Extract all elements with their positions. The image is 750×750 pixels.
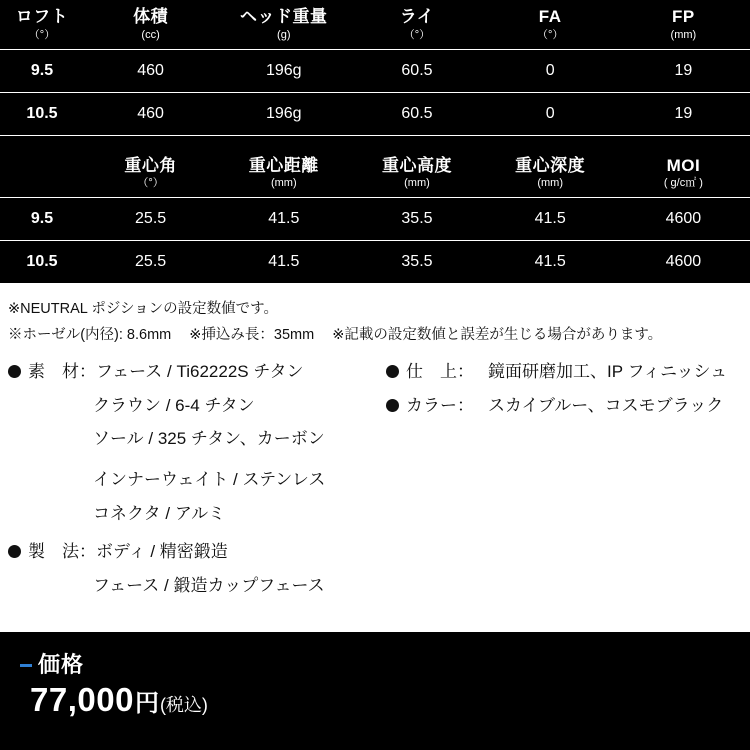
header-cell-cg-distance — [217, 149, 350, 198]
header-unit: (mm) — [537, 177, 563, 190]
header-label: 重心高度 — [381, 155, 452, 175]
material-row-manufacturing — [8, 540, 386, 565]
materials-column-left — [8, 360, 386, 607]
cell-fp: 19 — [617, 92, 750, 135]
material-sub-crown: クラウン / 6-4 チタン — [93, 395, 255, 415]
material-label: 製 法 — [28, 542, 79, 562]
cell-fa: 0 — [484, 49, 617, 92]
price-amount-row — [0, 681, 750, 719]
header-label: FA — [538, 7, 562, 26]
header-unit: （°） — [403, 28, 431, 41]
cell-volume: 460 — [84, 49, 217, 92]
bullet-icon — [386, 365, 399, 378]
cell-cg-distance: 41.5 — [217, 241, 350, 284]
table-row — [0, 49, 750, 92]
material-separator: ： — [457, 395, 474, 415]
cell-lie: 60.5 — [350, 92, 483, 135]
header-unit: (g) — [277, 28, 291, 41]
header-label: FP — [672, 7, 695, 26]
spec-table-primary — [0, 0, 750, 149]
material-value: 鏡面研磨加工、IP フィニッシュ — [488, 362, 728, 382]
cell-moi: 4600 — [617, 198, 750, 241]
bullet-icon — [8, 365, 21, 378]
cell-fp: 19 — [617, 49, 750, 92]
bullet-icon — [8, 545, 21, 558]
table-row — [0, 92, 750, 135]
header-unit: （°） — [536, 28, 564, 41]
header-unit: (cc) — [141, 28, 160, 41]
header-label: 重心距離 — [248, 155, 319, 175]
material-value: フェース / Ti62222S チタン — [96, 362, 304, 382]
header-cell-fp — [617, 0, 750, 49]
cell-loft: 9.5 — [0, 198, 84, 241]
cell-head-weight: 196g — [217, 49, 350, 92]
table-header-row — [0, 149, 750, 198]
material-label: カラー — [406, 395, 457, 415]
material-separator: ： — [457, 362, 474, 382]
material-row-material — [8, 360, 386, 385]
accent-dash-icon — [20, 664, 32, 667]
material-value: スカイブルー、コスモブラック — [488, 395, 724, 415]
cell-cg-depth: 41.5 — [484, 198, 617, 241]
cell-loft: 10.5 — [0, 92, 84, 135]
material-sub-face-forged: フェース / 鍛造カップフェース — [93, 575, 325, 595]
cell-lie: 60.5 — [350, 49, 483, 92]
header-label: 体積 — [133, 7, 169, 26]
header-label: ロフト — [15, 7, 69, 26]
header-cell-volume — [84, 0, 217, 49]
material-row-color — [386, 394, 746, 419]
material-label: 素 材 — [28, 362, 79, 382]
price-label-row — [0, 632, 750, 679]
header-label: 重心角 — [124, 155, 177, 175]
price-label: 価格 — [38, 652, 85, 677]
note-line-2 — [8, 323, 742, 348]
materials-section — [0, 350, 750, 607]
header-cell-cg-angle — [84, 149, 217, 198]
header-unit: (mm) — [404, 177, 430, 190]
price-currency: 円 — [134, 690, 159, 717]
header-label: ライ — [399, 7, 435, 26]
notes-section — [0, 283, 750, 350]
header-cell-lie — [350, 0, 483, 49]
cell-volume: 460 — [84, 92, 217, 135]
header-cell-loft — [0, 0, 84, 49]
cell-loft: 9.5 — [0, 49, 84, 92]
cell-loft: 10.5 — [0, 241, 84, 284]
header-cell-blank — [0, 149, 84, 198]
header-label: 重心深度 — [515, 155, 586, 175]
note-line-1: ※NEUTRAL ポジションの設定数値です。 — [8, 301, 279, 318]
price-bar — [0, 632, 750, 750]
header-cell-fa — [484, 0, 617, 49]
note-hosel: ※ホーゼル(内径): 8.6mm — [8, 326, 172, 343]
cell-fa: 0 — [484, 92, 617, 135]
header-cell-cg-depth — [484, 149, 617, 198]
cell-cg-height: 35.5 — [350, 198, 483, 241]
note-insert-length: ※挿込み長：35mm — [189, 326, 315, 343]
header-unit: （°） — [137, 177, 164, 190]
table-row — [0, 241, 750, 284]
header-label: MOI — [666, 155, 701, 175]
materials-column-right — [386, 360, 746, 607]
header-unit: (mm) — [270, 177, 297, 190]
material-row-finish — [386, 360, 746, 385]
cell-cg-distance: 41.5 — [217, 198, 350, 241]
cell-cg-height: 35.5 — [350, 241, 483, 284]
header-cell-head-weight — [217, 0, 350, 49]
material-separator: ： — [79, 362, 96, 382]
bullet-icon — [386, 399, 399, 412]
price-number: 77,000 — [30, 681, 134, 718]
material-separator: ： — [79, 542, 96, 562]
cell-cg-depth: 41.5 — [484, 241, 617, 284]
header-cell-moi — [617, 149, 750, 198]
header-unit: ( g/c㎡ ) — [663, 177, 703, 190]
material-sub-sole: ソール / 325 チタン、カーボン — [93, 429, 325, 449]
material-value: ボディ / 精密鍛造 — [96, 542, 228, 562]
material-sub-inner-weight: インナーウェイト / ステンレス — [93, 469, 326, 489]
cell-head-weight: 196g — [217, 92, 350, 135]
note-tolerance: ※記載の設定数値と誤差が生じる場合があります。 — [332, 326, 663, 343]
header-unit: （°） — [28, 28, 56, 41]
cell-cg-angle: 25.5 — [84, 198, 217, 241]
spec-table-secondary — [0, 149, 750, 284]
header-label: ヘッド重量 — [240, 7, 328, 26]
cell-cg-angle: 25.5 — [84, 241, 217, 284]
header-cell-cg-height — [350, 149, 483, 198]
table-header-row — [0, 0, 750, 49]
table-divider — [0, 135, 750, 149]
price-tax-note: (税込) — [159, 695, 208, 715]
table-row — [0, 198, 750, 241]
header-unit: (mm) — [670, 28, 697, 41]
material-sub-connector: コネクタ / アルミ — [93, 503, 226, 523]
material-label: 仕 上 — [406, 362, 457, 382]
cell-moi: 4600 — [617, 241, 750, 284]
